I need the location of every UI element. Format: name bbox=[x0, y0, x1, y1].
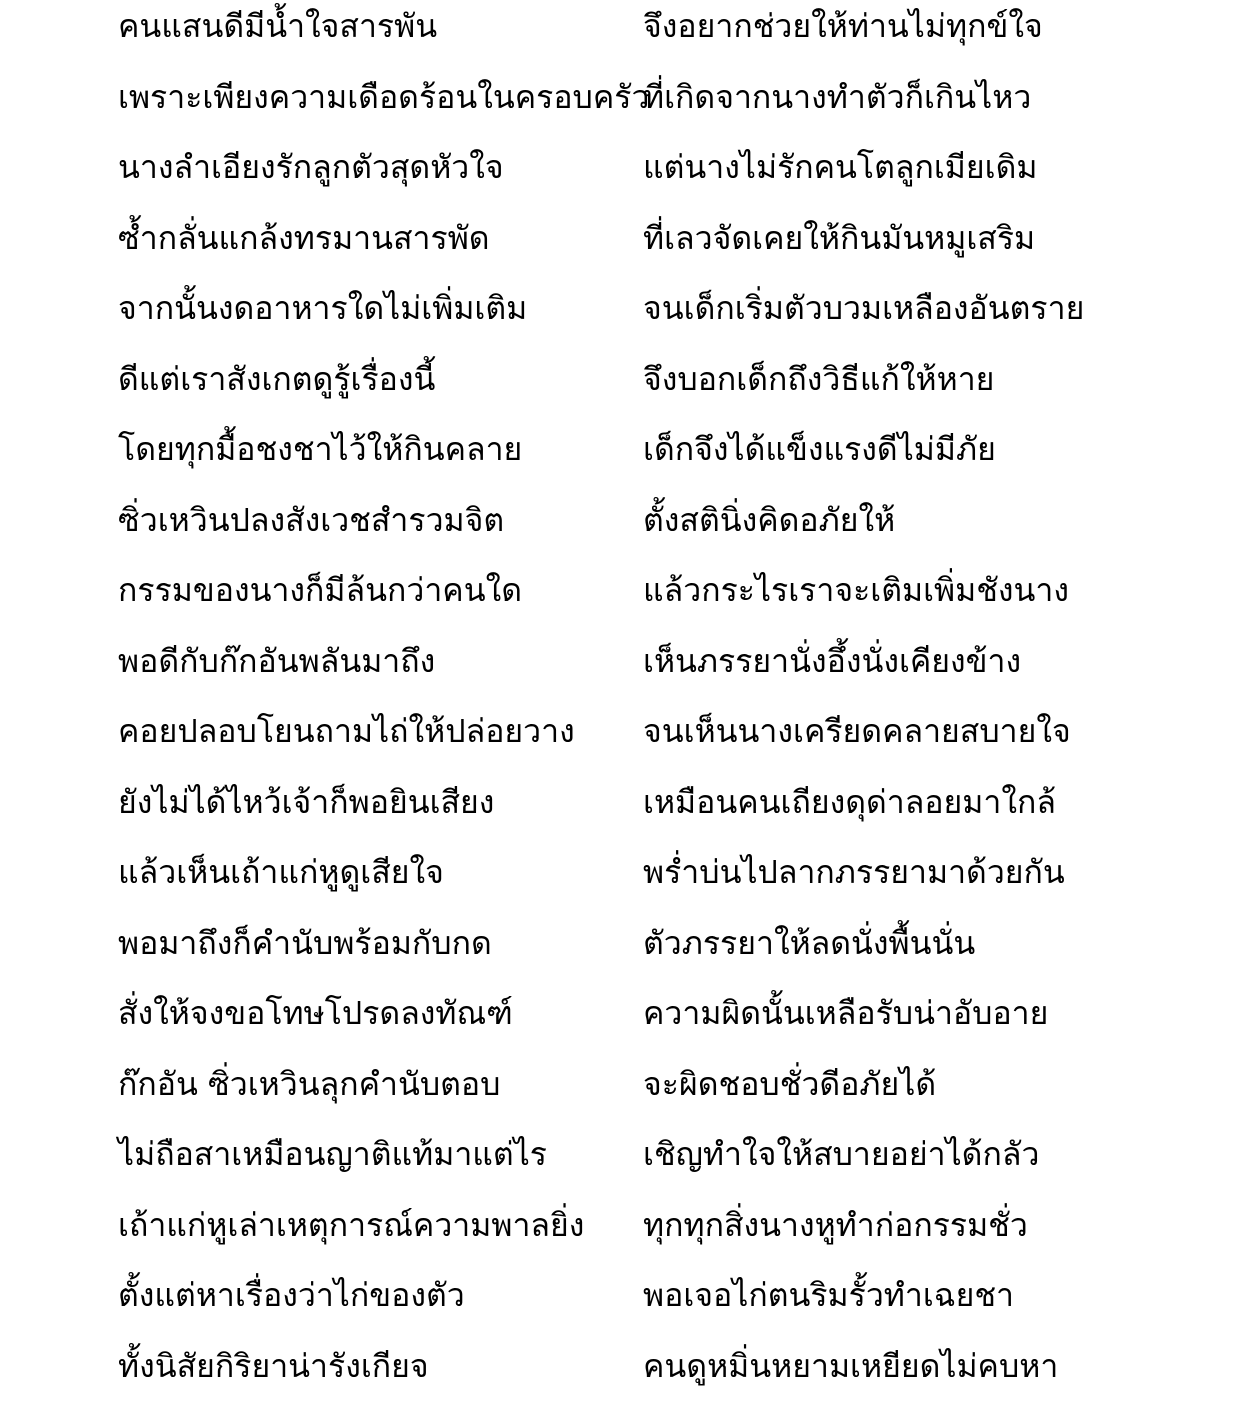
verse-second: ตัวภรรยาให้ลดนั่งพื้นนั่น bbox=[643, 923, 976, 962]
poem-row bbox=[0, 423, 1241, 493]
verse-second: จนเห็นนางเครียดคลายสบายใจ bbox=[643, 712, 1071, 750]
poem-row bbox=[0, 1128, 1241, 1198]
verse-first: คนแสนดีมีน้ำใจสารพัน bbox=[118, 7, 438, 45]
verse-first: เพราะเพียงความเดือดร้อนในครอบครัว bbox=[118, 77, 650, 116]
poem-row bbox=[0, 1199, 1241, 1269]
poem-row bbox=[0, 494, 1241, 564]
verse-first: พอมาถึงก็คำนับพร้อมกับกด bbox=[118, 923, 492, 962]
verse-first: สั่งให้จงขอโทษโปรดลงทัณฑ์ bbox=[118, 994, 513, 1032]
poem-row bbox=[0, 353, 1241, 423]
verse-second: จะผิดชอบชั่วดีอภัยได้ bbox=[643, 1064, 937, 1103]
verse-first: ก๊กอัน ซิ่วเหวินลุกคำนับตอบ bbox=[118, 1064, 501, 1103]
poem-row bbox=[0, 0, 1241, 70]
verse-first: กรรมของนางก็มีล้นกว่าคนใด bbox=[118, 571, 522, 609]
poem-row bbox=[0, 776, 1241, 846]
poem-row bbox=[0, 282, 1241, 352]
verse-first: ไม่ถือสาเหมือนญาติแท้มาแต่ไร bbox=[118, 1135, 547, 1173]
verse-second: เด็กจึงได้แข็งแรงดีไม่มีภัย bbox=[643, 430, 996, 468]
poem-row bbox=[0, 212, 1241, 282]
verse-first: โดยทุกมื้อชงชาไว้ให้กินคลาย bbox=[118, 430, 523, 468]
verse-first: พอดีกับก๊กอันพลันมาถึง bbox=[118, 641, 436, 680]
verse-second: จนเด็กเริ่มตัวบวมเหลืองอันตราย bbox=[643, 289, 1085, 327]
verse-first: เถ้าแก่หูเล่าเหตุการณ์ความพาลยิ่ง bbox=[118, 1205, 585, 1244]
verse-second: ที่เกิดจากนางทำตัวก็เกินไหว bbox=[643, 77, 1032, 116]
verse-first: ซ้ำกลั่นแกล้งทรมานสารพัด bbox=[118, 218, 490, 257]
verse-first: จากนั้นงดอาหารใดไม่เพิ่มเติม bbox=[118, 289, 528, 327]
verse-second: ความผิดนั้นเหลือรับน่าอับอาย bbox=[643, 994, 1049, 1032]
verse-second: ทุกทุกสิ่งนางหูทำก่อกรรมชั่ว bbox=[643, 1205, 1028, 1244]
verse-first: นางลำเอียงรักลูกตัวสุดหัวใจ bbox=[118, 148, 504, 186]
poem-row bbox=[0, 141, 1241, 211]
verse-second: เชิญทำใจให้สบายอย่าได้กลัว bbox=[643, 1135, 1040, 1173]
verse-first: ตั้งแต่หาเรื่องว่าไก่ของตัว bbox=[118, 1276, 465, 1314]
verse-second: พร่ำบ่นไปลากภรรยามาด้วยกัน bbox=[643, 853, 1065, 891]
verse-second: แล้วกระไรเราจะเติมเพิ่มชังนาง bbox=[643, 571, 1070, 609]
verse-second: เหมือนคนเถียงดุด่าลอยมาใกล้ bbox=[643, 782, 1056, 821]
poem-row bbox=[0, 987, 1241, 1057]
verse-first: ทั้งนิสัยกิริยาน่ารังเกียจ bbox=[118, 1346, 429, 1385]
verse-second: พอเจอไก่ตนริมรั้วทำเฉยชา bbox=[643, 1276, 1015, 1314]
verse-second: ที่เลวจัดเคยให้กินมันหมูเสริม bbox=[643, 218, 1036, 257]
verse-first: แล้วเห็นเถ้าแก่หูดูเสียใจ bbox=[118, 853, 444, 891]
verse-second: คนดูหมิ่นหยามเหยียดไม่คบหา bbox=[643, 1346, 1059, 1385]
verse-second: จึงอยากช่วยให้ท่านไม่ทุกข์ใจ bbox=[643, 7, 1043, 45]
poem-row bbox=[0, 635, 1241, 705]
verse-first: ดีแต่เราสังเกตดูรู้เรื่องนี้ bbox=[118, 359, 436, 398]
verse-second: ตั้งสตินิ่งคิดอภัยให้ bbox=[643, 500, 896, 539]
verse-first: ซิ่วเหวินปลงสังเวชสำรวมจิต bbox=[118, 500, 505, 539]
verse-second: แต่นางไม่รักคนโตลูกเมียเดิม bbox=[643, 148, 1038, 186]
verse-first: คอยปลอบโยนถามไถ่ให้ปล่อยวาง bbox=[118, 712, 575, 750]
poem-row bbox=[0, 846, 1241, 916]
poem-row bbox=[0, 1340, 1241, 1410]
verse-second: จึงบอกเด็กถึงวิธีแก้ให้หาย bbox=[643, 359, 995, 398]
poem-row bbox=[0, 705, 1241, 775]
verse-second: เห็นภรรยานั่งอึ้งนั่งเคียงข้าง bbox=[643, 641, 1022, 680]
verse-first: ยังไม่ได้ไหว้เจ้าก็พอยินเสียง bbox=[118, 782, 495, 821]
poem-row bbox=[0, 564, 1241, 634]
poem-row bbox=[0, 1058, 1241, 1128]
poem-row bbox=[0, 1269, 1241, 1339]
poem-row bbox=[0, 71, 1241, 141]
poem-row bbox=[0, 917, 1241, 987]
